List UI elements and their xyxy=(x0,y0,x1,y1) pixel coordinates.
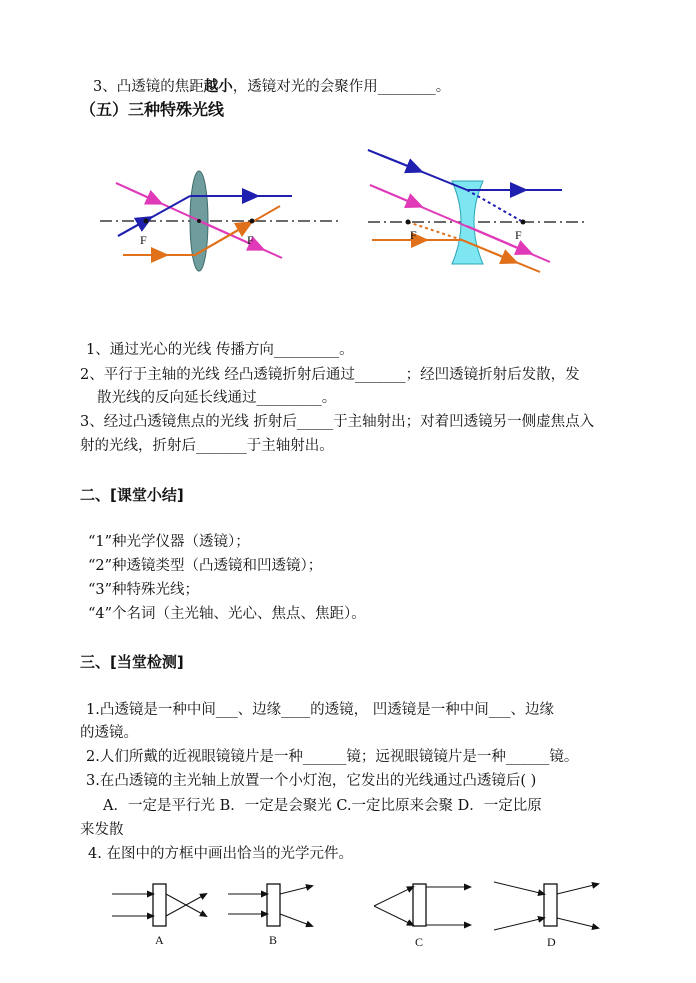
box-label-d: D xyxy=(547,935,556,949)
focus-label-left: F xyxy=(140,233,147,247)
box-b xyxy=(267,884,280,926)
line3-text-b: ，透镜对光的会聚作用________。 xyxy=(232,79,451,95)
box-figure-a xyxy=(112,884,206,947)
question-1b: 的透镜。 xyxy=(80,725,138,741)
box-label-b: B xyxy=(269,933,278,947)
focus-label-right: F xyxy=(247,233,254,247)
box-a xyxy=(153,884,166,926)
question-1a: 1.凸透镜是一种中间___、边缘____的透镜， 凹透镜是一种中间___、边缘 xyxy=(86,702,554,718)
rule-2b: 散光线的反向延长线通过_________。 xyxy=(97,390,337,406)
question-3-cont: 来发散 xyxy=(80,822,124,838)
question-3: 3.在凸透镜的主光轴上放置一个小灯泡，它发出的光线通过凸透镜后( ) xyxy=(86,773,537,789)
summary-item-3: “3”种特殊光线； xyxy=(88,582,200,598)
box-figure-d xyxy=(494,882,598,949)
rule-1: 1、通过光心的光线 传播方向_________。 xyxy=(86,342,354,358)
focus-label-concave-left: F xyxy=(410,228,417,242)
box-label-a: A xyxy=(155,933,164,947)
box-figure-b xyxy=(228,884,312,947)
rule-3b: 射的光线，折射后_______于主轴射出。 xyxy=(80,438,334,454)
line3-bold: 越小 xyxy=(203,78,233,95)
rule-2a: 2、平行于主轴的光线 经凸透镜折射后通过_______；经凹透镜折射后发散，发 xyxy=(80,367,580,383)
box-figure-c xyxy=(374,884,470,949)
heading-three-rays: （五）三种特殊光线 xyxy=(80,100,225,119)
question-3-options: A．一定是平行光 B．一定是会聚光 C.一定比原来会聚 D．一定比原 xyxy=(103,798,542,814)
summary-heading: 二、[课堂小结] xyxy=(80,486,184,504)
box-c xyxy=(413,884,426,926)
box-label-c: C xyxy=(415,935,424,949)
focus-label-concave-right: F xyxy=(515,228,522,242)
summary-item-4: “4”个名词（主光轴、光心、焦点、焦距）。 xyxy=(88,606,366,622)
question-4: 4. 在图中的方框中画出恰当的光学元件。 xyxy=(88,846,353,862)
box-d xyxy=(544,884,557,926)
check-heading: 三、[当堂检测] xyxy=(80,653,184,671)
summary-item-1: “1”种光学仪器（透镜）； xyxy=(88,534,250,550)
line3-text-a: 3、凸透镜的焦距 xyxy=(93,79,204,95)
summary-item-2: “2”种透镜类型（凸透镜和凹透镜）； xyxy=(88,558,323,574)
question-2: 2.人们所戴的近视眼镜镜片是一种______镜；远视眼镜镜片是一种______镜。 xyxy=(86,749,579,765)
rule-3a: 3、经过凸透镜焦点的光线 折射后_____于主轴射出；对着凹透镜另一侧虚焦点入 xyxy=(80,414,595,430)
